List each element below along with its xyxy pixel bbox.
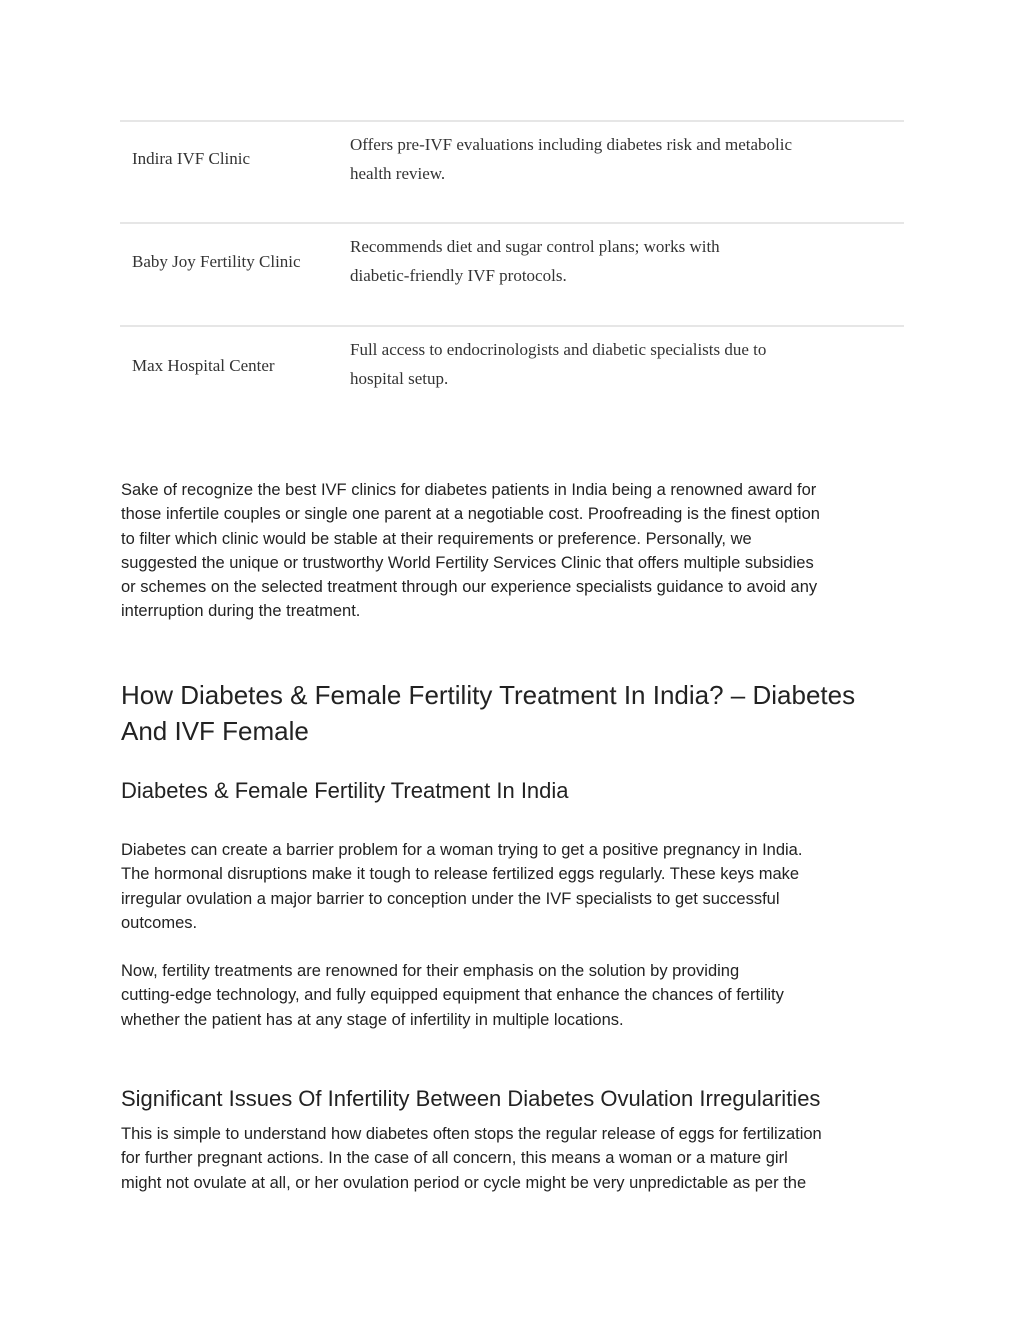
table-row: [120, 222, 904, 326]
clinic-name: Max Hospital Center: [132, 356, 275, 375]
subsection-heading: Diabetes & Female Fertility Treatment In India: [121, 778, 569, 803]
table-row: [120, 325, 904, 429]
table-row: [120, 120, 904, 224]
clinic-name: Baby Joy Fertility Clinic: [132, 252, 301, 271]
clinic-description: Recommends diet and sugar control plans; works with diabetic-friendly IVF protocols.: [350, 237, 720, 285]
paragraph-treatments: Now, fertility treatments are renowned for their emphasis on the solution by providing cutting-edge technology, and fully equipped equipment that enhance the chances of fertility whether the patient has at any stage of infertility in multiple locations.: [121, 962, 784, 1029]
clinic-name: Indira IVF Clinic: [132, 149, 251, 168]
paragraph-ovulation: This is simple to understand how diabetes often stops the regular release of eggs for fertilization for further pregnant actions. In the case of all concern, this means a woman or a mature girl might not ovulate at all, or her ovulation period or cycle might be very unpredictable as per the: [121, 1125, 822, 1192]
subsection-heading-issues: Significant Issues Of Infertility Between Diabetes Ovulation Irregularities: [121, 1086, 821, 1111]
clinic-description: Full access to endocrinologists and diabetic specialists due to hospital setup.: [350, 340, 767, 388]
clinic-description: Offers pre-IVF evaluations including diabetes risk and metabolic health review.: [350, 135, 793, 183]
section-heading: How Diabetes & Female Fertility Treatment In India? – Diabetes And IVF Female: [121, 680, 856, 746]
paragraph-intro: Sake of recognize the best IVF clinics for diabetes patients in India being a renowned award for those infertile couples or single one parent at a negotiable cost. Proofreading is the finest option to filter which clinic would be stable at their requirements or preference. Personally, we suggested the unique or trustworthy World Fertility Services Clinic that offers multiple subsidies or schemes on the selected treatment through our experience specialists guidance to avoid any interruption during the treatment.: [121, 481, 820, 621]
paragraph-diabetes-barrier: Diabetes can create a barrier problem for a woman trying to get a positive pregnancy in India. The hormonal disruptions make it tough to release fertilized eggs regularly. These keys make irregular ovulation a major barrier to conception under the IVF specialists to get successful outcomes.: [121, 841, 803, 932]
